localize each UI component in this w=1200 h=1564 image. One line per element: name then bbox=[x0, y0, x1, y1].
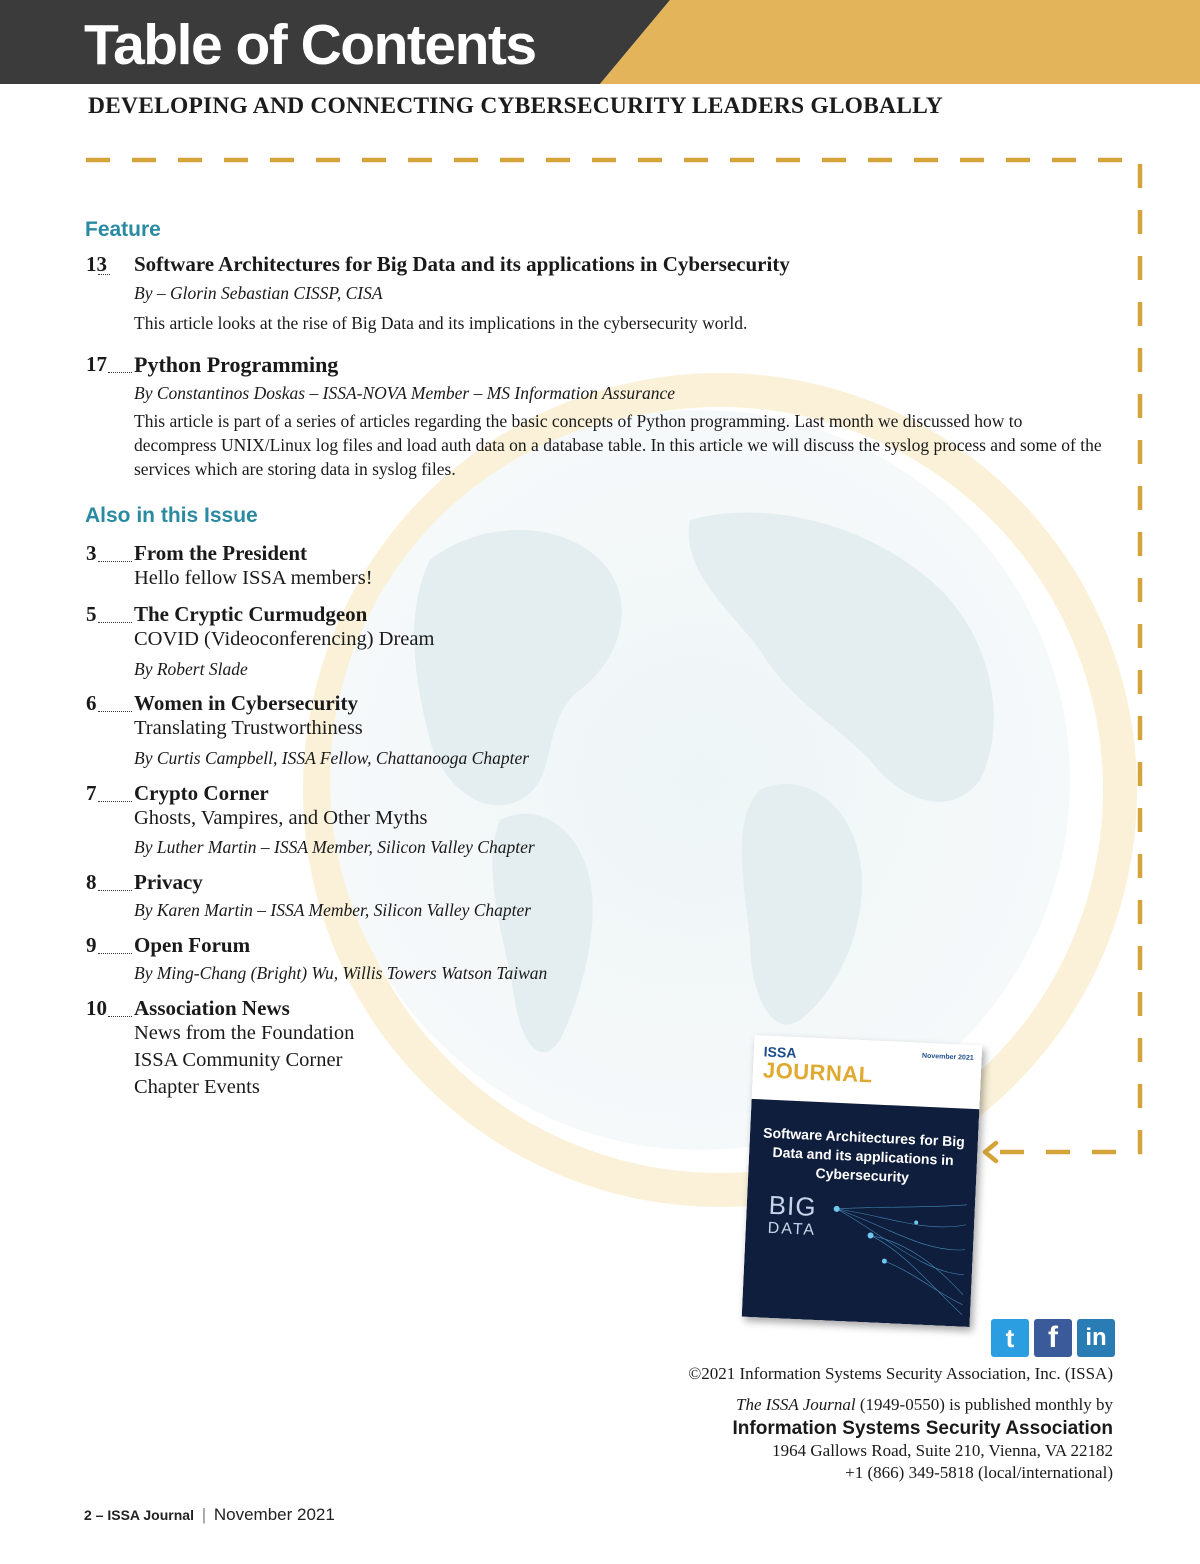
toc-title[interactable]: Crypto Corner bbox=[134, 781, 269, 805]
cover-logo-small: ISSA bbox=[763, 1043, 797, 1061]
page-footer bbox=[84, 1505, 335, 1525]
toc-subtitle: COVID (Videoconferencing) Dream bbox=[134, 628, 435, 650]
toc-title[interactable]: Software Architectures for Big Data and its applications in Cybersecurity bbox=[134, 252, 790, 276]
toc-page-number: 3 bbox=[86, 541, 97, 565]
journal-statement bbox=[736, 1395, 1113, 1415]
cover-headline: Software Architectures for Big Data and its applications in Cybersecurity bbox=[762, 1124, 966, 1186]
page-title: Table of Contents bbox=[84, 13, 536, 77]
toc-title[interactable]: The Cryptic Curmudgeon bbox=[134, 602, 368, 626]
toc-byline: By Ming-Chang (Bright) Wu, Willis Towers Watson Taiwan bbox=[134, 963, 548, 983]
toc-page-number: 8 bbox=[86, 870, 97, 894]
toc-title[interactable]: Open Forum bbox=[134, 933, 251, 957]
leader-dots bbox=[98, 890, 132, 891]
toc-page-number: 13 bbox=[86, 252, 107, 276]
toc-subtitle: Hello fellow ISSA members! bbox=[134, 567, 373, 589]
toc-page-number: 7 bbox=[86, 781, 97, 805]
toc-line: Chapter Events bbox=[134, 1076, 260, 1098]
cover-logo-large: JOURNAL bbox=[762, 1057, 874, 1088]
toc-byline: By Curtis Campbell, ISSA Fellow, Chattanooga Chapter bbox=[134, 748, 530, 768]
toc-page-number: 6 bbox=[86, 691, 97, 715]
leader-dots bbox=[98, 953, 132, 954]
cover-issue: November 2021 bbox=[921, 1052, 974, 1062]
leader-dots bbox=[108, 372, 132, 373]
leader-dots bbox=[98, 801, 132, 802]
cover-data: DATA bbox=[767, 1219, 817, 1239]
section-heading-also: Also in this Issue bbox=[85, 504, 258, 527]
facebook-icon[interactable]: f bbox=[1034, 1319, 1072, 1357]
leader-dots bbox=[98, 711, 132, 712]
twitter-icon[interactable]: t bbox=[991, 1319, 1029, 1357]
toc-title[interactable]: From the President bbox=[134, 541, 308, 565]
section-heading-feature: Feature bbox=[85, 218, 161, 241]
toc-byline: By Robert Slade bbox=[134, 659, 248, 679]
journal-statement-rest: (1949-0550) is published monthly by bbox=[855, 1395, 1113, 1414]
toc-page-number: 10 bbox=[86, 996, 107, 1020]
toc-page-number: 5 bbox=[86, 602, 97, 626]
toc-page-number: 17 bbox=[86, 352, 107, 376]
toc-description: This article is part of a series of articles regarding the basic concepts of Python programming. Last month we discussed how to decompress UNIX/Linux log files and load auth data on a database table. In this article we will discuss the syslog process and some of the services which are storing data in syslog files. bbox=[134, 411, 1102, 479]
leader-dots bbox=[98, 274, 110, 275]
toc-title[interactable]: Association News bbox=[134, 996, 290, 1020]
toc-line: News from the Foundation bbox=[134, 1022, 355, 1044]
toc-title[interactable]: Women in Cybersecurity bbox=[134, 691, 358, 715]
leader-dots bbox=[98, 622, 132, 623]
toc-subtitle: Translating Trustworthiness bbox=[134, 717, 363, 739]
toc-byline: By – Glorin Sebastian CISSP, CISA bbox=[134, 283, 383, 303]
publisher-address: 1964 Gallows Road, Suite 210, Vienna, VA 22182 bbox=[772, 1441, 1113, 1460]
toc-line: ISSA Community Corner bbox=[134, 1049, 343, 1071]
cover-big: BIG bbox=[768, 1189, 818, 1222]
page-label: 2 – ISSA Journal bbox=[84, 1507, 194, 1523]
toc-title[interactable]: Python Programming bbox=[134, 352, 339, 377]
toc-byline: By Luther Martin – ISSA Member, Silicon Valley Chapter bbox=[134, 837, 535, 857]
toc-byline: By Constantinos Doskas – ISSA-NOVA Member – MS Information Assurance bbox=[134, 383, 675, 403]
toc-title[interactable]: Privacy bbox=[134, 870, 203, 894]
toc-page-number: 9 bbox=[86, 933, 97, 957]
tagline: DEVELOPING AND CONNECTING CYBERSECURITY LEADERS GLOBALLY bbox=[88, 93, 943, 119]
cover-network-graphic bbox=[822, 1188, 976, 1325]
arrow-left-icon bbox=[985, 1143, 996, 1161]
linkedin-icon[interactable]: in bbox=[1077, 1319, 1115, 1357]
toc-description: This article looks at the rise of Big Data and its implications in the cybersecurity world. bbox=[134, 313, 748, 333]
footer-separator: | bbox=[201, 1505, 207, 1524]
publisher-name: Information Systems Security Association bbox=[732, 1418, 1113, 1439]
journal-name: The ISSA Journal bbox=[736, 1395, 856, 1414]
toc-subtitle: Ghosts, Vampires, and Other Myths bbox=[134, 807, 428, 829]
copyright: ©2021 Information Systems Security Association, Inc. (ISSA) bbox=[688, 1364, 1113, 1383]
publisher-phone: +1 (866) 349-5818 (local/international) bbox=[845, 1463, 1113, 1482]
leader-dots bbox=[108, 1016, 132, 1017]
leader-dots bbox=[98, 561, 132, 562]
journal-cover[interactable] bbox=[742, 1035, 983, 1327]
toc-byline: By Karen Martin – ISSA Member, Silicon Valley Chapter bbox=[134, 900, 532, 920]
footer-date: November 2021 bbox=[213, 1505, 335, 1524]
